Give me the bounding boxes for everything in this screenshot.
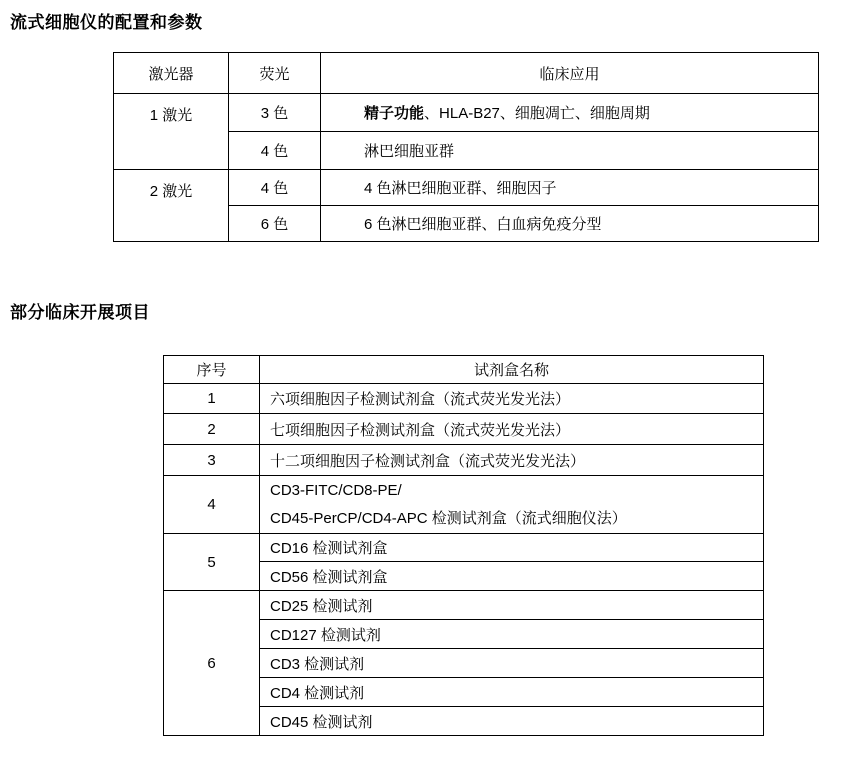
color-cell: 4 色 [229, 170, 321, 206]
kit-name-cell: 十二项细胞因子检测试剂盒（流式荧光发光法） [260, 445, 764, 476]
index-cell: 5 [164, 534, 260, 591]
header-cell-kit-name: 试剂盒名称 [260, 356, 764, 384]
kit-name-cell: CD4 检测试剂 [260, 678, 764, 707]
laser-group-cell-2: 2 激光 [114, 170, 229, 242]
application-cell: 淋巴细胞亚群 [321, 132, 819, 170]
laser-group-cell-1: 1 激光 [114, 94, 229, 170]
application-cell: 6 色淋巴细胞亚群、白血病免疫分型 [321, 206, 819, 242]
kit-name-cell: CD45 检测试剂 [260, 707, 764, 736]
kit-table [163, 355, 764, 736]
table-row [164, 384, 764, 414]
header-cell-laser: 激光器 [114, 53, 229, 94]
index-cell: 4 [164, 476, 260, 534]
config-section-title: 流式细胞仪的配置和参数 [10, 13, 203, 32]
kit-name-cell: CD127 检测试剂 [260, 620, 764, 649]
header-cell-index: 序号 [164, 356, 260, 384]
table-row [164, 534, 764, 562]
index-cell: 1 [164, 384, 260, 414]
kit-name-cell: 七项细胞因子检测试剂盒（流式荧光发光法） [260, 414, 764, 445]
kit-header-row [164, 356, 764, 384]
application-cell [321, 94, 819, 132]
kit-name-cell: CD56 检测试剂盒 [260, 562, 764, 591]
color-cell: 6 色 [229, 206, 321, 242]
config-table [113, 52, 819, 242]
kit-name-line-2: CD45-PerCP/CD4-APC 检测试剂盒（流式细胞仪法） [270, 509, 627, 527]
application-cell: 4 色淋巴细胞亚群、细胞因子 [321, 170, 819, 206]
projects-section-title: 部分临床开展项目 [10, 303, 150, 322]
header-cell-clinical-application: 临床应用 [321, 53, 819, 94]
kit-name-cell: CD3 检测试剂 [260, 649, 764, 678]
kit-name-cell: 六项细胞因子检测试剂盒（流式荧光发光法） [260, 384, 764, 414]
config-header-row [114, 53, 819, 94]
table-row [114, 94, 819, 132]
application-rest-text: 、HLA-B27、细胞凋亡、细胞周期 [424, 105, 650, 122]
kit-name-cell: CD16 检测试剂盒 [260, 534, 764, 562]
kit-name-line-1: CD3-FITC/CD8-PE/ [270, 481, 402, 499]
table-row [164, 445, 764, 476]
application-bold-text: 精子功能 [364, 105, 425, 122]
index-cell: 2 [164, 414, 260, 445]
table-row [114, 170, 819, 206]
color-cell: 4 色 [229, 132, 321, 170]
kit-name-cell: CD25 检测试剂 [260, 591, 764, 620]
header-cell-fluorescence: 荧光 [229, 53, 321, 94]
table-row [164, 591, 764, 620]
index-cell: 6 [164, 591, 260, 736]
table-row [164, 476, 764, 534]
kit-name-cell [260, 476, 764, 534]
color-cell: 3 色 [229, 94, 321, 132]
index-cell: 3 [164, 445, 260, 476]
table-row [164, 414, 764, 445]
